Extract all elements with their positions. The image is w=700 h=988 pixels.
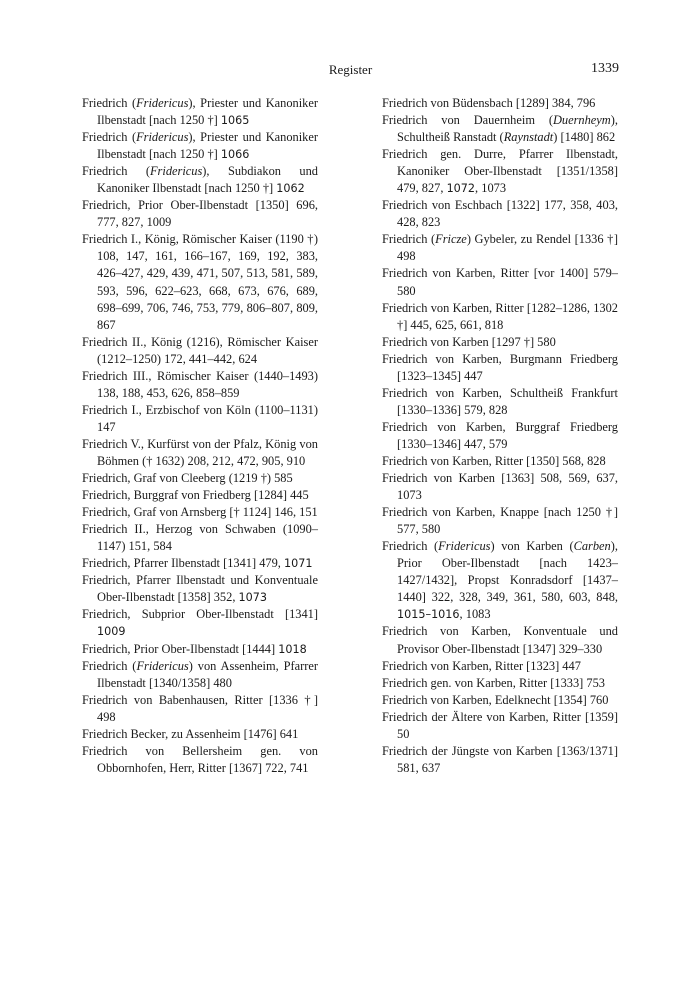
- entry-text: Friedrich von Karben, Burgmann Friedberg [1323–1345] 447: [382, 351, 618, 383]
- running-header: [82, 62, 619, 80]
- entry-text: Friedrich von Karben, Ritter [1323] 447: [382, 658, 581, 673]
- entry-text: Friedrich von Karben, Schultheiß Frankfurt [1330–1336] 579, 828: [382, 385, 618, 417]
- entry-text: Friedrich, Graf von Cleeberg (1219 †) 585: [82, 471, 293, 486]
- entry-text: ), Subdiakon und Kanoniker Ilbenstadt [nach 1250 †]: [97, 164, 318, 196]
- entry-text: Friedrich, Subprior Ober-Ilbenstadt [1341]: [82, 607, 318, 622]
- entry-text: Friedrich II., Herzog von Schwaben (1090–1147) 151, 584: [82, 522, 318, 554]
- index-entry: [382, 95, 618, 112]
- index-column-left: [82, 95, 318, 777]
- index-entry: [382, 658, 618, 675]
- index-entry: [382, 453, 618, 470]
- index-entry: [382, 300, 618, 334]
- entry-text: Friedrich II., König (1216), Römischer Kaiser (1212–1250) 172, 441–442, 624: [82, 334, 318, 366]
- entry-text: , 1073: [475, 181, 507, 196]
- index-entry: [82, 521, 318, 555]
- page-number: 1339: [591, 61, 619, 76]
- index-entry: [82, 368, 318, 402]
- entry-text: ), Prior Ober-Ilbenstadt [nach 1423–1427/1432], Propst Konradsdorf [1437–1440] 322, 328, 349, 361, 580, 603, 848,: [397, 539, 618, 605]
- index-entry: [82, 197, 318, 231]
- index-entry: [382, 419, 618, 453]
- entry-text: ) von Karben (: [490, 539, 574, 554]
- italic-term: Carben: [573, 539, 611, 554]
- italic-term: Fridericus: [438, 539, 491, 554]
- entry-text: Friedrich von Karben, Burggraf Friedberg [1330–1346] 447, 579: [382, 419, 618, 451]
- entry-text: Friedrich gen. Durre, Pfarrer Ilbenstadt, Kanoniker Ober-Ilbenstadt [1351/1358] 479, 827,: [382, 147, 618, 196]
- italic-term: Fricze: [435, 232, 467, 247]
- index-entry: [382, 265, 618, 299]
- index-entry: [382, 623, 618, 657]
- document-number: 1072: [446, 182, 476, 196]
- entry-text: Friedrich gen. von Karben, Ritter [1333] 753: [382, 675, 605, 690]
- index-entry: [82, 606, 318, 640]
- index-entry: [382, 692, 618, 709]
- entry-text: Friedrich von Karben, Ritter [1282–1286, 1302 †] 445, 625, 661, 818: [382, 300, 618, 332]
- entry-text: Friedrich, Prior Ober-Ilbenstadt [1350] 696, 777, 827, 1009: [82, 198, 318, 230]
- entry-text: Friedrich (: [82, 130, 137, 145]
- index-entry: [382, 385, 618, 419]
- document-number: 1073: [238, 591, 268, 605]
- entry-text: Friedrich V., Kurfürst von der Pfalz, König von Böhmen († 1632) 208, 212, 472, 905, 910: [82, 436, 318, 468]
- entry-text: Friedrich, Pfarrer Ilbenstadt und Konventuale Ober-Ilbenstadt [1358] 352,: [82, 573, 318, 605]
- index-entry: [382, 197, 618, 231]
- entry-text: Friedrich (: [382, 232, 436, 247]
- entry-text: ) [1480] 862: [553, 130, 616, 145]
- entry-text: Friedrich (: [382, 539, 439, 554]
- entry-text: Friedrich von Babenhausen, Ritter [1336 †] 498: [82, 692, 318, 724]
- entry-text: Friedrich I., Erzbischof von Köln (1100–1131) 147: [82, 402, 318, 434]
- entry-text: ), Priester und Kanoniker Ilbenstadt [nach 1250 †]: [97, 130, 318, 162]
- entry-text: Friedrich Becker, zu Assenheim [1476] 641: [82, 726, 299, 741]
- index-entry: [82, 641, 318, 658]
- entry-text: ), Schultheiß Ranstadt (: [397, 113, 618, 145]
- index-entry: [82, 743, 318, 777]
- index-entry: [82, 555, 318, 572]
- entry-text: Friedrich, Graf von Arnsberg [† 1124] 146, 151: [82, 505, 318, 520]
- index-entry: [82, 658, 318, 692]
- document-number: 1018: [278, 642, 307, 656]
- index-entry: [382, 146, 618, 197]
- index-entry: [82, 95, 318, 129]
- entry-text: Friedrich von Eschbach [1322] 177, 358, 403, 428, 823: [382, 198, 618, 230]
- entry-text: Friedrich III., Römischer Kaiser (1440–1493) 138, 188, 453, 626, 858–859: [82, 368, 318, 400]
- entry-text: Friedrich der Ältere von Karben, Ritter [1359] 50: [382, 709, 618, 741]
- italic-term: Fridericus: [136, 658, 189, 673]
- index-entry: [82, 436, 318, 470]
- index-entry: [382, 334, 618, 351]
- italic-term: Fridericus: [136, 130, 189, 145]
- document-number: 1015–1016: [397, 608, 460, 622]
- document-number: 1066: [220, 148, 250, 162]
- index-entry: [82, 402, 318, 436]
- entry-text: , 1083: [459, 607, 491, 622]
- entry-text: ) von Assenheim, Pfarrer Ilbenstadt [1340/1358] 480: [97, 658, 318, 690]
- index-entry: [82, 231, 318, 333]
- index-entry: [382, 675, 618, 692]
- entry-text: Friedrich von Dauernheim (: [382, 113, 553, 128]
- entry-text: Friedrich (: [82, 96, 137, 110]
- index-entry: [382, 112, 618, 146]
- entry-text: Friedrich, Prior Ober-Ilbenstadt [1444]: [82, 641, 279, 656]
- entry-text: Friedrich, Pfarrer Ilbenstadt [1341] 479,: [82, 556, 284, 571]
- entry-text: Friedrich I., König, Römischer Kaiser (1190 †) 108, 147, 161, 166–167, 169, 192, 383, 426–427, 429, 439, 471, 507, 513, 581, 589, 593, 596, 622–623, 668, 673, 676, 689, 698–699, 706, 746, 753, 779, 806–807, 809, 867: [82, 232, 318, 332]
- index-entry: [382, 743, 618, 777]
- index-entry: [82, 163, 318, 197]
- index-entry: [82, 129, 318, 163]
- index-entry: [382, 231, 618, 265]
- entry-text: Friedrich von Büdensbach [1289] 384, 796: [382, 96, 596, 110]
- entry-text: Friedrich von Karben, Edelknecht [1354] 760: [382, 692, 609, 707]
- entry-text: Friedrich von Karben [1297 †] 580: [382, 334, 556, 349]
- running-title: Register: [328, 62, 373, 77]
- entry-text: Friedrich (: [82, 164, 150, 179]
- document-number: 1071: [283, 557, 313, 571]
- index-column-right: [382, 95, 618, 777]
- index-entry: [82, 572, 318, 606]
- index-entry: [82, 726, 318, 743]
- entry-text: Friedrich von Karben, Ritter [vor 1400] 579–580: [382, 266, 618, 298]
- index-entry: [82, 334, 318, 368]
- index-entry: [82, 470, 318, 487]
- entry-text: Friedrich von Karben, Ritter [1350] 568, 828: [382, 453, 606, 468]
- entry-text: ) Gybeler, zu Rendel [1336 †] 498: [397, 232, 618, 264]
- document-number: 1065: [220, 114, 250, 128]
- italic-term: Fridericus: [149, 164, 203, 179]
- italic-term: Duernheym: [552, 113, 611, 128]
- entry-text: Friedrich von Karben, Konventuale und Provisor Ober-Ilbenstadt [1347] 329–330: [382, 624, 618, 656]
- index-entry: [82, 504, 318, 521]
- index-entry: [382, 504, 618, 538]
- entry-text: Friedrich (: [82, 658, 137, 673]
- index-entry: [382, 351, 618, 385]
- entry-text: Friedrich von Karben, Knappe [nach 1250 †] 577, 580: [382, 505, 618, 537]
- entry-text: Friedrich von Bellersheim gen. von Obbornhofen, Herr, Ritter [1367] 722, 741: [82, 743, 318, 775]
- italic-term: Fridericus: [136, 96, 189, 110]
- index-entry: [82, 692, 318, 726]
- entry-text: Friedrich, Burggraf von Friedberg [1284] 445: [82, 488, 309, 503]
- entry-text: Friedrich der Jüngste von Karben [1363/1371] 581, 637: [382, 743, 618, 775]
- italic-term: Raynstadt: [503, 130, 554, 145]
- document-number: 1009: [97, 625, 126, 639]
- index-entry: [382, 538, 618, 623]
- entry-text: ), Priester und Kanoniker Ilbenstadt [nach 1250 †]: [97, 96, 318, 128]
- index-entry: [82, 487, 318, 504]
- index-entry: [382, 470, 618, 504]
- entry-text: Friedrich von Karben [1363] 508, 569, 637, 1073: [382, 471, 618, 503]
- document-number: 1062: [276, 182, 305, 196]
- index-entry: [382, 709, 618, 743]
